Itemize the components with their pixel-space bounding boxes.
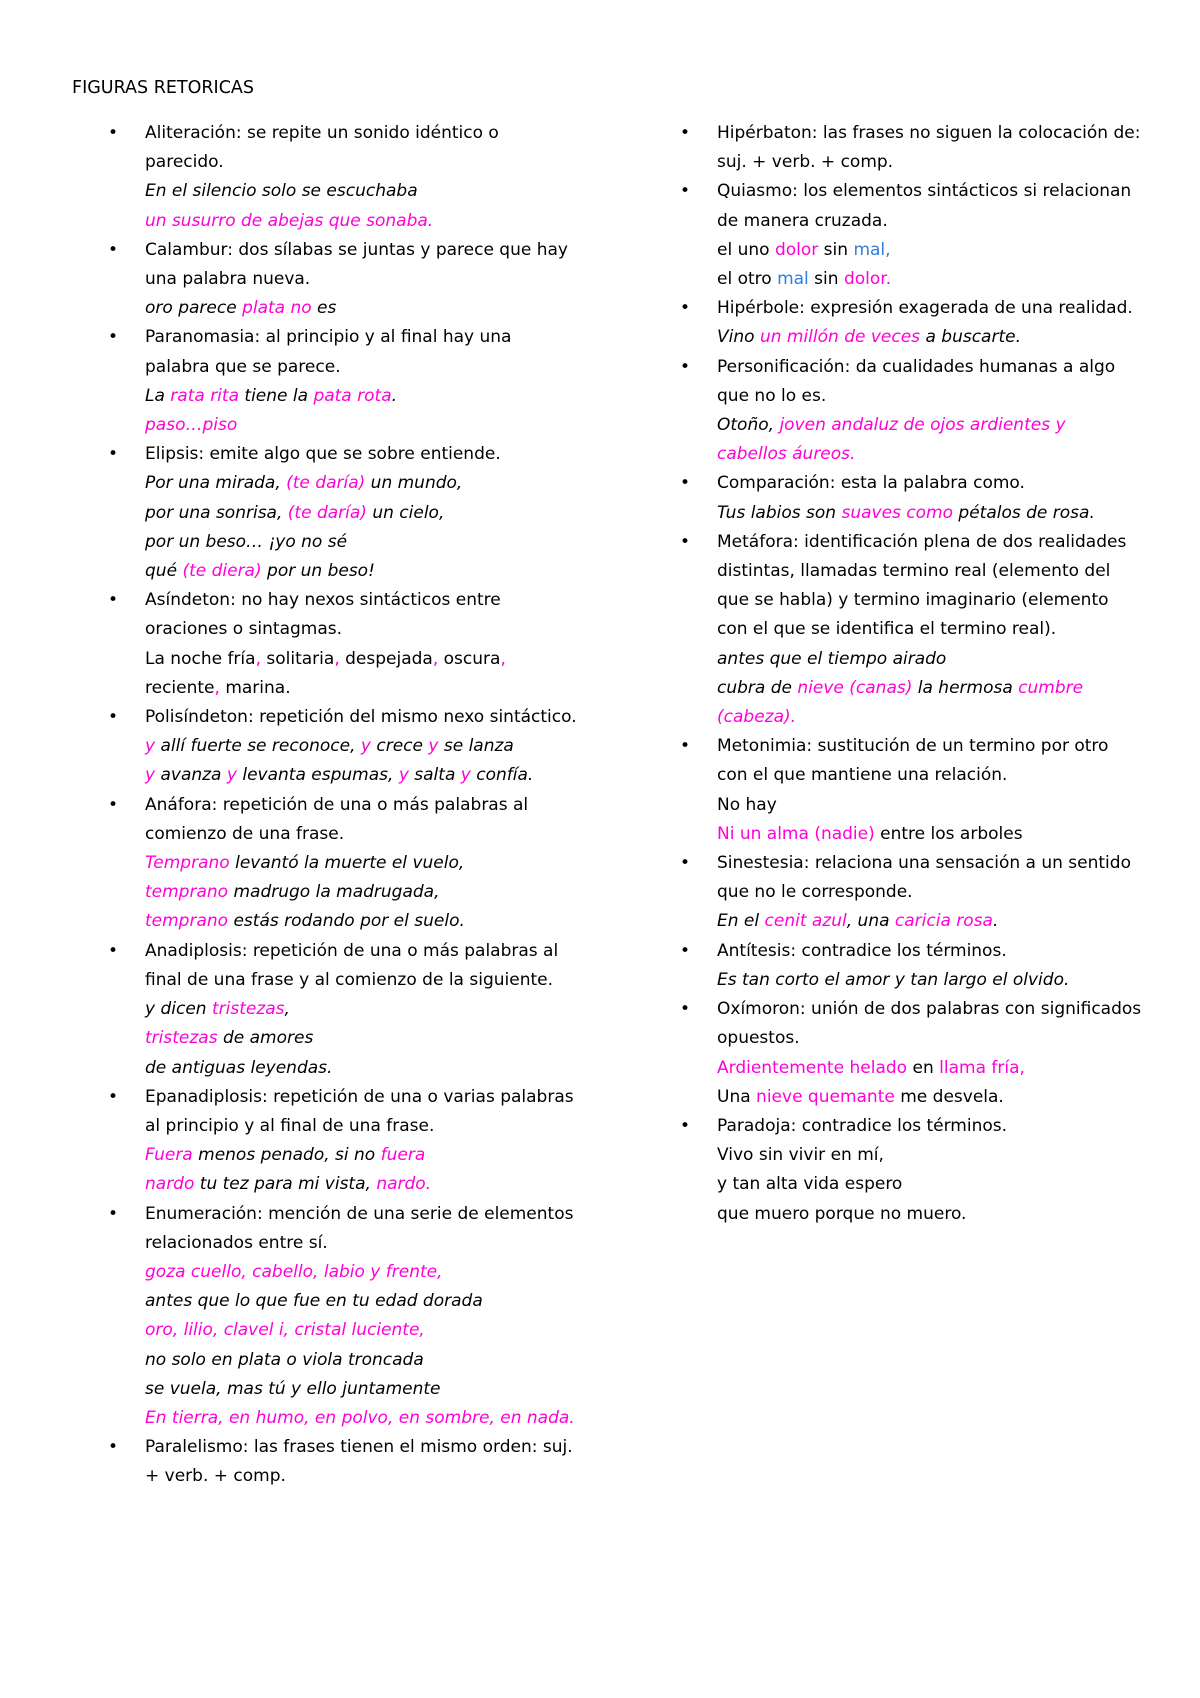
figure-definition: • Anadiplosis: repetición de una o más palabras al final de una frase y al comienzo de la siguiente.: [145, 940, 559, 990]
example-text: Una: [717, 1086, 757, 1107]
figure-definition: • Sinestesia: relaciona una sensación a un sentido que no le corresponde.: [717, 853, 1131, 903]
figure-item-polisindeton: [100, 703, 578, 791]
example-line: [145, 1316, 578, 1345]
figure-item-asindeton: [100, 586, 578, 703]
highlighted-text: ,: [500, 648, 506, 669]
example-line: [145, 645, 578, 674]
figure-item-aliteracion: [100, 119, 578, 236]
highlighted-text: paso…piso: [145, 415, 238, 436]
figure-item-hiperbaton: [672, 119, 1142, 177]
example-line: [145, 557, 578, 586]
highlighted-text: dolor: [774, 239, 819, 260]
example-text: es: [311, 298, 337, 319]
example-line: [717, 1054, 1142, 1083]
highlighted-text: rata rita: [170, 385, 239, 406]
figure-definition: • Quiasmo: los elementos sintácticos si relacionan de manera cruzada.: [717, 181, 1132, 231]
example-text: Vivo sin vivir en mí,: [717, 1145, 884, 1166]
example-text: oscura: [438, 648, 501, 669]
example-text: Es tan corto el amor y tan largo el olvido.: [717, 969, 1070, 990]
example-line: [717, 323, 1142, 352]
figure-definition: • Personificación: da cualidades humanas a algo que no lo es.: [717, 356, 1116, 406]
highlighted-text: y: [145, 765, 156, 786]
figure-item-anadiplosis: [100, 937, 578, 1083]
figure-definition: • Comparación: esta la palabra como.: [717, 473, 1025, 494]
example-line: [717, 966, 1142, 995]
highlighted-text: mal,: [853, 239, 891, 260]
example-text: pétalos de rosa.: [953, 502, 1095, 523]
example-text: sin: [808, 269, 844, 290]
figure-item-antitesis: [672, 937, 1142, 995]
highlighted-text: plata no: [242, 298, 312, 319]
example-line: [145, 1054, 578, 1083]
example-line: [145, 1258, 578, 1287]
example-text: por una sonrisa,: [145, 502, 288, 523]
example-line: [145, 469, 578, 498]
figure-item-oximoron: [672, 995, 1142, 1112]
example-line: [717, 1200, 1142, 1229]
figure-definition: • Hipérbaton: las frases no siguen la colocación de: suj. + verb. + comp.: [717, 123, 1141, 173]
example-line: [145, 907, 578, 936]
example-text: levanta espumas,: [236, 765, 399, 786]
highlighted-text: suaves como: [841, 502, 954, 523]
example-line: [145, 878, 578, 907]
left-column-list: [100, 119, 578, 1492]
highlighted-text: temprano: [145, 911, 229, 932]
figure-item-enumeracion: [100, 1200, 578, 1434]
example-text: por un beso!: [261, 561, 375, 582]
example-line: [717, 1141, 1142, 1170]
example-line: [145, 849, 578, 878]
figure-definition: • Paradoja: contradice los términos.: [717, 1115, 1008, 1136]
example-text: y tan alta vida espero: [717, 1174, 903, 1195]
example-text: de amores: [217, 1028, 314, 1049]
highlighted-text: (te daría): [287, 502, 367, 523]
highlighted-text: un millón de veces: [759, 327, 921, 348]
figure-definition: • Oxímoron: unión de dos palabras con significados opuestos.: [717, 999, 1142, 1049]
example-text: a buscarte.: [920, 327, 1021, 348]
example-line: [145, 294, 578, 323]
example-text: salta: [408, 765, 461, 786]
example-line: [145, 1375, 578, 1404]
highlighted-text: ,: [432, 648, 439, 669]
example-text: La noche fría: [145, 648, 256, 669]
example-text: se lanza: [438, 736, 514, 757]
figure-item-epanadiplosis: [100, 1083, 578, 1200]
highlighted-text: y: [428, 736, 439, 757]
figure-item-comparacion: [672, 469, 1142, 527]
example-text: ,: [284, 999, 290, 1020]
figure-item-metafora: [672, 528, 1142, 732]
example-text: antes que lo que fue en tu edad dorada: [145, 1291, 483, 1312]
example-text: marina.: [219, 677, 291, 698]
example-text: y dicen: [145, 999, 212, 1020]
example-line: [717, 236, 1142, 265]
example-line: [145, 995, 578, 1024]
example-line: [717, 791, 1142, 820]
highlighted-text: y: [360, 736, 371, 757]
figure-definition: • Metonimia: sustitución de un termino por otro con el que mantiene una relación.: [717, 736, 1109, 786]
example-text: estás rodando por el suelo.: [228, 911, 465, 932]
highlighted-text: temprano: [145, 882, 229, 903]
figure-item-quiasmo: [672, 177, 1142, 294]
example-text: no solo en plata o viola troncada: [145, 1349, 424, 1370]
highlighted-text: y: [145, 736, 156, 757]
highlighted-text: (te diera): [182, 561, 262, 582]
example-line: [145, 674, 578, 703]
example-text: de antiguas leyendas.: [145, 1057, 333, 1078]
figure-item-anafora: [100, 791, 578, 937]
example-text: En el: [717, 911, 765, 932]
example-text: Otoño,: [717, 415, 780, 436]
highlighted-text: En tierra, en humo, en polvo, en sombre, en nada.: [145, 1407, 575, 1428]
figure-item-paralelismo: [100, 1433, 578, 1491]
example-text: levantó la muerte el vuelo,: [229, 853, 465, 874]
right-column-list: [672, 119, 1142, 1229]
highlighted-text: y: [460, 765, 471, 786]
figure-definition: • Epanadiplosis: repetición de una o varias palabras al principio y al final de una frase.: [145, 1086, 574, 1136]
figure-definition: • Enumeración: mención de una serie de elementos relacionados entre sí.: [145, 1203, 574, 1253]
example-line: [145, 1024, 578, 1053]
highlighted-text: joven andaluz de ojos ardientes y: [779, 415, 1066, 436]
example-text: el uno: [717, 239, 775, 260]
highlighted-text: cabellos áureos.: [717, 444, 856, 465]
example-text: un mundo,: [365, 473, 463, 494]
highlighted-text: ,: [214, 677, 220, 698]
highlighted-text: y: [398, 765, 409, 786]
example-line: [717, 1083, 1142, 1112]
example-text: avanza: [155, 765, 227, 786]
example-line: [145, 1141, 578, 1170]
example-line: [145, 1404, 578, 1433]
example-text: se vuela, mas tú y ello juntamente: [145, 1378, 441, 1399]
highlighted-text: oro, lilio, clavel i, cristal luciente,: [145, 1320, 425, 1341]
highlighted-text: un susurro de abejas que sonaba.: [145, 210, 434, 231]
example-line: [717, 703, 1142, 732]
example-text: , una: [846, 911, 895, 932]
example-text: qué: [145, 561, 183, 582]
example-text: en: [907, 1057, 940, 1078]
example-text: La: [145, 385, 171, 406]
example-line: [717, 265, 1142, 294]
example-text: .: [992, 911, 999, 932]
figure-definition: • Aliteración: se repite un sonido idéntico o parecido.: [145, 123, 499, 173]
highlighted-text: (cabeza).: [717, 707, 797, 728]
figure-definition: • Hipérbole: expresión exagerada de una realidad.: [717, 298, 1133, 319]
example-text: crece: [370, 736, 429, 757]
figure-item-personificacion: [672, 353, 1142, 470]
highlighted-text: fuera: [380, 1145, 426, 1166]
figure-item-elipsis: [100, 440, 578, 586]
example-text: .: [391, 385, 398, 406]
example-line: [145, 382, 578, 411]
highlighted-text: Ardientemente helado: [717, 1057, 908, 1078]
highlighted-text: Fuera: [145, 1145, 193, 1166]
figure-definition: • Asíndeton: no hay nexos sintácticos entre oraciones o sintagmas.: [145, 590, 501, 640]
highlighted-text: ,: [255, 648, 261, 669]
highlighted-text: cenit azul: [764, 911, 847, 932]
example-text: un cielo,: [366, 502, 445, 523]
example-line: [717, 645, 1142, 674]
highlighted-text: pata rota: [313, 385, 392, 406]
example-line: [717, 499, 1142, 528]
example-text: oro parece: [145, 298, 243, 319]
figure-item-paranomasia: [100, 323, 578, 440]
example-text: solitaria: [260, 648, 335, 669]
example-line: [145, 1170, 578, 1199]
figure-definition: • Antítesis: contradice los términos.: [717, 940, 1007, 961]
example-text: cubra de: [717, 677, 798, 698]
example-text: confía.: [470, 765, 534, 786]
highlighted-text: mal: [777, 269, 809, 290]
example-line: [145, 207, 578, 236]
highlighted-text: ,: [334, 648, 340, 669]
figure-item-hiperbole: [672, 294, 1142, 352]
figure-item-paradoja: [672, 1112, 1142, 1229]
figure-definition: • Calambur: dos sílabas se juntas y parece que hay una palabra nueva.: [145, 239, 568, 290]
example-text: tu tez para mi vista,: [194, 1174, 377, 1195]
example-text: que muero porque no muero.: [717, 1203, 967, 1224]
figure-definition: • Paralelismo: las frases tienen el mismo orden: suj. + verb. + comp.: [145, 1437, 573, 1487]
example-text: Vino: [717, 327, 760, 348]
highlighted-text: Temprano: [145, 853, 230, 874]
highlighted-text: y: [226, 765, 237, 786]
figure-definition: • Elipsis: emite algo que se sobre entiende.: [145, 444, 501, 465]
example-text: menos penado, si no: [192, 1145, 381, 1166]
highlighted-text: Ni un alma (nadie): [717, 823, 875, 844]
highlighted-text: nardo: [145, 1174, 195, 1195]
figure-definition: • Paranomasia: al principio y al final hay una palabra que se parece.: [145, 327, 512, 377]
highlighted-text: nardo.: [376, 1174, 432, 1195]
example-text: madrugo la madrugada,: [228, 882, 440, 903]
highlighted-text: nieve (canas): [797, 677, 913, 698]
example-line: [717, 440, 1142, 469]
highlighted-text: dolor.: [843, 269, 892, 290]
figure-definition: • Polisíndeton: repetición del mismo nexo sintáctico.: [145, 707, 577, 728]
example-text: por un beso… ¡yo no sé: [145, 531, 348, 552]
example-line: [717, 674, 1142, 703]
example-line: [145, 411, 578, 440]
highlighted-text: tristezas: [145, 1028, 218, 1049]
example-text: la hermosa: [912, 677, 1019, 698]
highlighted-text: llama fría,: [939, 1057, 1025, 1078]
example-text: entre los arboles: [874, 823, 1023, 844]
figure-definition: • Metáfora: identificación plena de dos realidades distintas, llamadas termino real (elemento del que se habla) y termino imaginario (elemento con el que se identifica el termino real).: [717, 531, 1127, 640]
page-title: FIGURAS RETORICAS: [72, 78, 254, 98]
highlighted-text: (te daría): [286, 473, 366, 494]
highlighted-text: caricia rosa: [894, 911, 993, 932]
figure-item-sinestesia: [672, 849, 1142, 937]
example-line: [145, 1287, 578, 1316]
example-text: reciente: [145, 677, 215, 698]
example-line: [145, 1346, 578, 1375]
figure-item-calambur: [100, 236, 578, 324]
highlighted-text: tristezas: [211, 999, 285, 1020]
example-text: En el silencio solo se escuchaba: [145, 181, 418, 202]
highlighted-text: goza cuello, cabello, labio y frente,: [145, 1261, 443, 1282]
example-line: [145, 761, 578, 790]
example-line: [717, 907, 1142, 936]
example-text: No hay: [717, 794, 777, 815]
example-text: Tus labios son: [717, 502, 842, 523]
example-line: [717, 1170, 1142, 1199]
example-text: el otro: [717, 269, 778, 290]
example-line: [717, 820, 1142, 849]
example-line: [145, 732, 578, 761]
highlighted-text: nieve quemante: [756, 1086, 895, 1107]
example-text: sin: [818, 239, 854, 260]
highlighted-text: cumbre: [1018, 677, 1084, 698]
example-line: [145, 499, 578, 528]
example-text: despejada: [339, 648, 433, 669]
example-text: me desvela.: [894, 1086, 1004, 1107]
example-text: antes que el tiempo airado: [717, 648, 947, 669]
figure-item-metonimia: [672, 732, 1142, 849]
example-text: allí fuerte se reconoce,: [155, 736, 361, 757]
example-text: Por una mirada,: [145, 473, 287, 494]
example-line: [717, 411, 1142, 440]
example-line: [145, 177, 578, 206]
example-line: [145, 528, 578, 557]
example-text: tiene la: [239, 385, 314, 406]
figure-definition: • Anáfora: repetición de una o más palabras al comienzo de una frase.: [145, 794, 529, 844]
